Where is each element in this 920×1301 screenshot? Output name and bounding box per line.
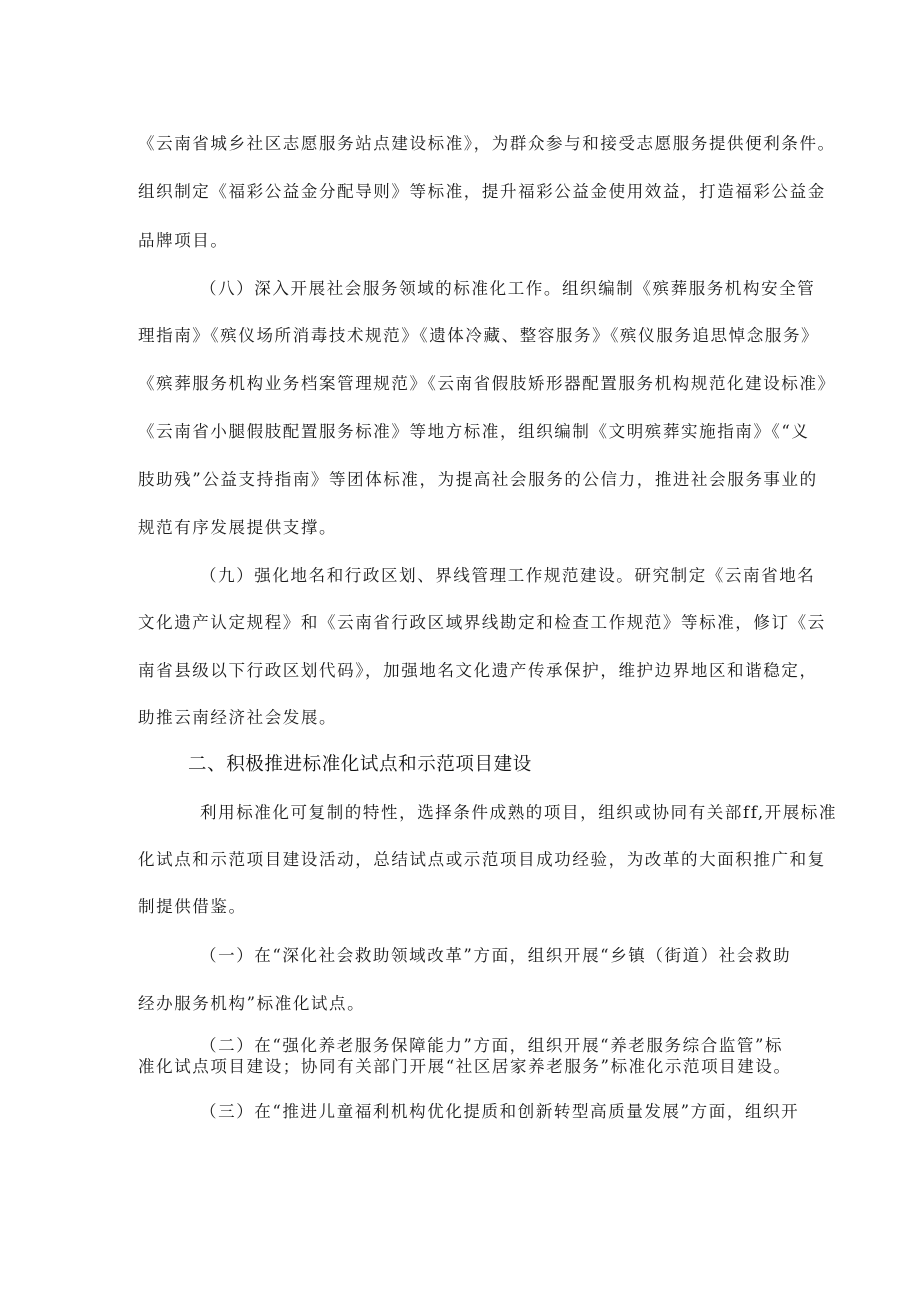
- text-line: 南省县级以下行政区划代码》，加强地名文化遗产传承保护，维护边界地区和谐稳定，: [138, 661, 818, 680]
- text-line: 《云南省城乡社区志愿服务站点建设标准》，为群众参与和接受志愿服务提供便利条件。: [138, 134, 836, 153]
- text-line: 理指南》《殡仪场所消毒技术规范》《遗体冷藏、整容服务》《殡仪服务追思悼念服务》: [138, 326, 820, 345]
- text-line: 化试点和示范项目建设活动，总结试点或示范项目成功经验，为改革的大面积推广和复: [138, 850, 826, 869]
- text-line: 肢助残”公益支持指南》等团体标准，为提高社会服务的公信力，推进社会服务事业的: [138, 470, 818, 489]
- section-heading: 二、积极推进标准化试点和示范项目建设: [188, 754, 532, 775]
- text-line: （二）在“强化养老服务保障能力”方面，组织开展“养老服务综合监管”标: [200, 1036, 784, 1055]
- text-line: （一）在“深化社会救助领域改革”方面，组织开展“乡镇（街道）社会救助: [200, 946, 792, 965]
- text-line: 助推云南经济社会发展。: [138, 708, 338, 727]
- text-line: 组织制定《福彩公益金分配导则》等标准，提升福彩公益金使用效益，打造福彩公益金: [138, 182, 826, 201]
- text-line: 规范有序发展提供支撑。: [138, 518, 338, 537]
- text-line: 《云南省小腿假肢配置服务标准》等地方标准，组织编制《文明殡葬实施指南》《“义: [138, 422, 810, 441]
- text-line: （八）深入开展社会服务领域的标准化工作。组织编制《殡葬服务机构安全管: [200, 279, 816, 298]
- text-line: 经办服务机构”标准化试点。: [138, 994, 366, 1013]
- text-line: 品牌项目。: [138, 231, 229, 250]
- text-line: 制提供借鉴。: [138, 897, 247, 916]
- text-line: 《殡葬服务机构业务档案管理规范》《云南省假肢矫形器配置服务机构规范化建设标准》: [138, 374, 836, 393]
- text-line: 利用标准化可复制的特性，选择条件成熟的项目，组织或协同有关部ff,开展标准: [200, 803, 838, 822]
- text-line: 文化遗产认定规程》和《云南省行政区域界线勘定和检查工作规范》等标准，修订《云: [138, 613, 826, 632]
- text-line: （九）强化地名和行政区划、界线管理工作规范建设。研究制定《云南省地名: [200, 566, 816, 585]
- text-line: 准化试点项目建设；协同有关部门开展“社区居家养老服务”标准化示范项目建设。: [138, 1057, 792, 1076]
- text-line: （三）在“推进儿童福利机构优化提质和创新转型高质量发展”方面，组织开: [200, 1102, 800, 1121]
